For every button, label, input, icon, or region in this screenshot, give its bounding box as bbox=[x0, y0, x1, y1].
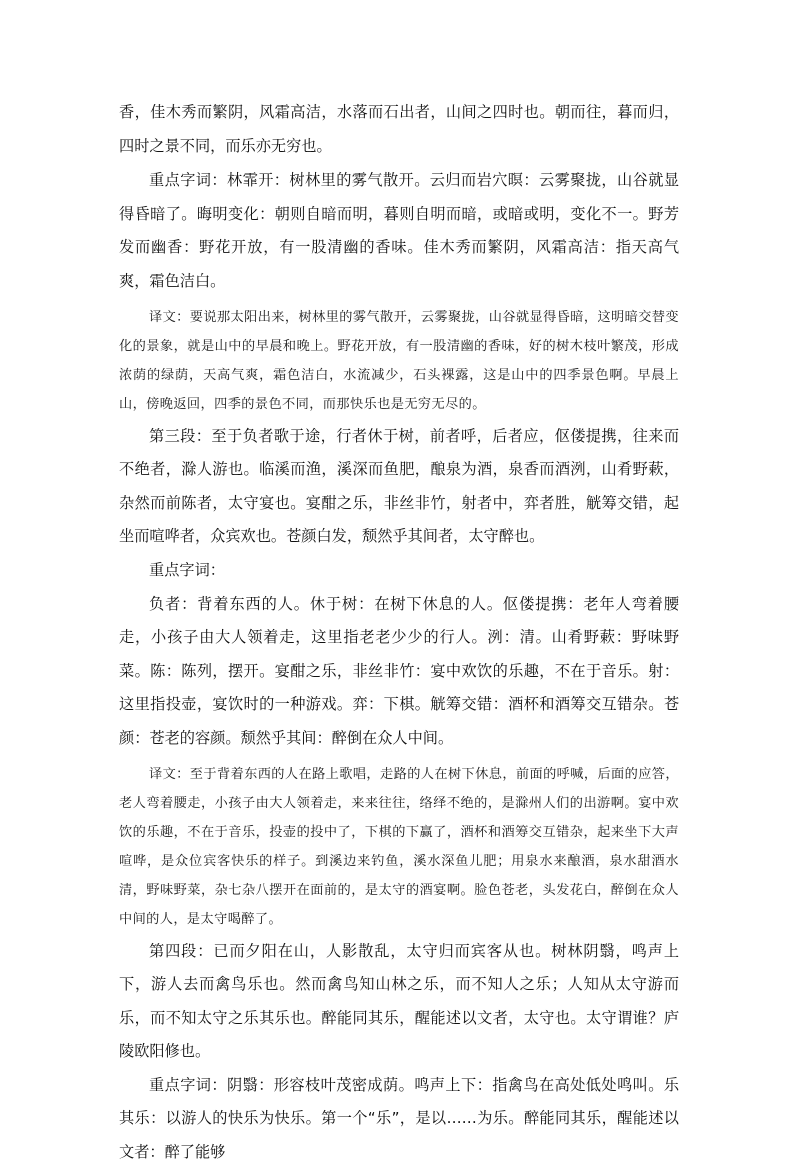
paragraph-key-words-3: 负者：背着东西的人。休于树：在树下休息的人。伛偻提携：老年人弯着腰走，小孩子由大人领着走，这里指老老少少的行人。洌：清。山肴野蔌：野味野菜。陈：陈列，摆开。宴酣之乐，非丝非竹：宴中欢饮的乐趣，不在于音乐。射：这里指投壶，宴饮时的一种游戏。弈：下棋。觥筹交错：酒杯和酒筹交互错杂。苍颜：苍老的容颜。颓然乎其间：醉倒在众人中间。 bbox=[119, 594, 679, 747]
paragraph-translation-3: 译文：至于背着东西的人在路上歌唱，走路的人在树下休息，前面的呼喊，后面的应答，老人弯着腰走，小孩子由大人领着走，来来往往，络绎不绝的，是滁州人们的出游啊。宴中欢饮的乐趣，不在于音乐，投壶的投中了，下棋的下赢了，酒杯和酒筹交互错杂，起来坐下大声喧哗，是众位宾客快乐的样子。到溪边来钓鱼，溪水深鱼儿肥；用泉水来酿酒，泉水甜酒水清，野味野菜，杂七杂八摆开在面前的，是太守的酒宴啊。脸色苍老，头发花白，醉倒在众人中间的人，是太守喝醉了。 bbox=[119, 766, 679, 927]
document-body bbox=[119, 96, 679, 1170]
paragraph-translation-2: 译文：要说那太阳出来，树林里的雾气散开，云雾聚拢，山谷就显得昏暗，这明暗交替变化的景象，就是山中的早晨和晚上。野花开放，有一股清幽的香味，好的树木枝叶繁茂，形成浓荫的绿荫，天高气爽，霜色洁白，水流减少，石头裸露，这是山中的四季景色啊。早晨上山，傍晚返回，四季的景色不同，而那快乐也是无穷无尽的。 bbox=[119, 309, 679, 412]
paragraph-section-3: 第三段：至于负者歌于途，行者休于树，前者呼，后者应，伛偻提携，往来而不绝者，滁人游也。临溪而渔，溪深而鱼肥，酿泉为酒，泉香而酒洌，山肴野蔌，杂然而前陈者，太守宴也。宴酣之乐，非丝非竹，射者中，弈者胜，觥筹交错，起坐而喧哗者，众宾欢也。苍颜白发，颓然乎其间者，太守醉也。 bbox=[119, 426, 679, 546]
paragraph-section-4: 第四段：已而夕阳在山，人影散乱，太守归而宾客从也。树林阴翳，鸣声上下，游人去而禽鸟乐也。然而禽鸟知山林之乐，而不知人之乐；人知从太守游而乐，而不知太守之乐其乐也。醉能同其乐，醒能述以文者，太守也。太守谓谁？庐陵欧阳修也。 bbox=[119, 941, 679, 1061]
paragraph-key-words-4: 重点字词：阴翳：形容枝叶茂密成荫。鸣声上下：指禽鸟在高处低处鸣叫。乐其乐：以游人的快乐为快乐。第一个“乐”，是以……为乐。醉能同其乐，醒能述以文者：醉了能够 bbox=[119, 1075, 679, 1162]
paragraph-continuation: 香，佳木秀而繁阴，风霜高洁，水落而石出者，山间之四时也。朝而往，暮而归，四时之景不同，而乐亦无穷也。 bbox=[119, 103, 679, 155]
paragraph-key-words-2: 重点字词：林霏开：树林里的雾气散开。云归而岩穴暝：云雾聚拢，山谷就显得昏暗了。晦明变化：朝则自暗而明，暮则自明而暗，或暗或明，变化不一。野芳发而幽香：野花开放，有一股清幽的香味。佳木秀而繁阴，风霜高洁：指天高气爽，霜色洁白。 bbox=[119, 171, 679, 290]
paragraph-key-words-heading: 重点字词： bbox=[149, 560, 225, 579]
